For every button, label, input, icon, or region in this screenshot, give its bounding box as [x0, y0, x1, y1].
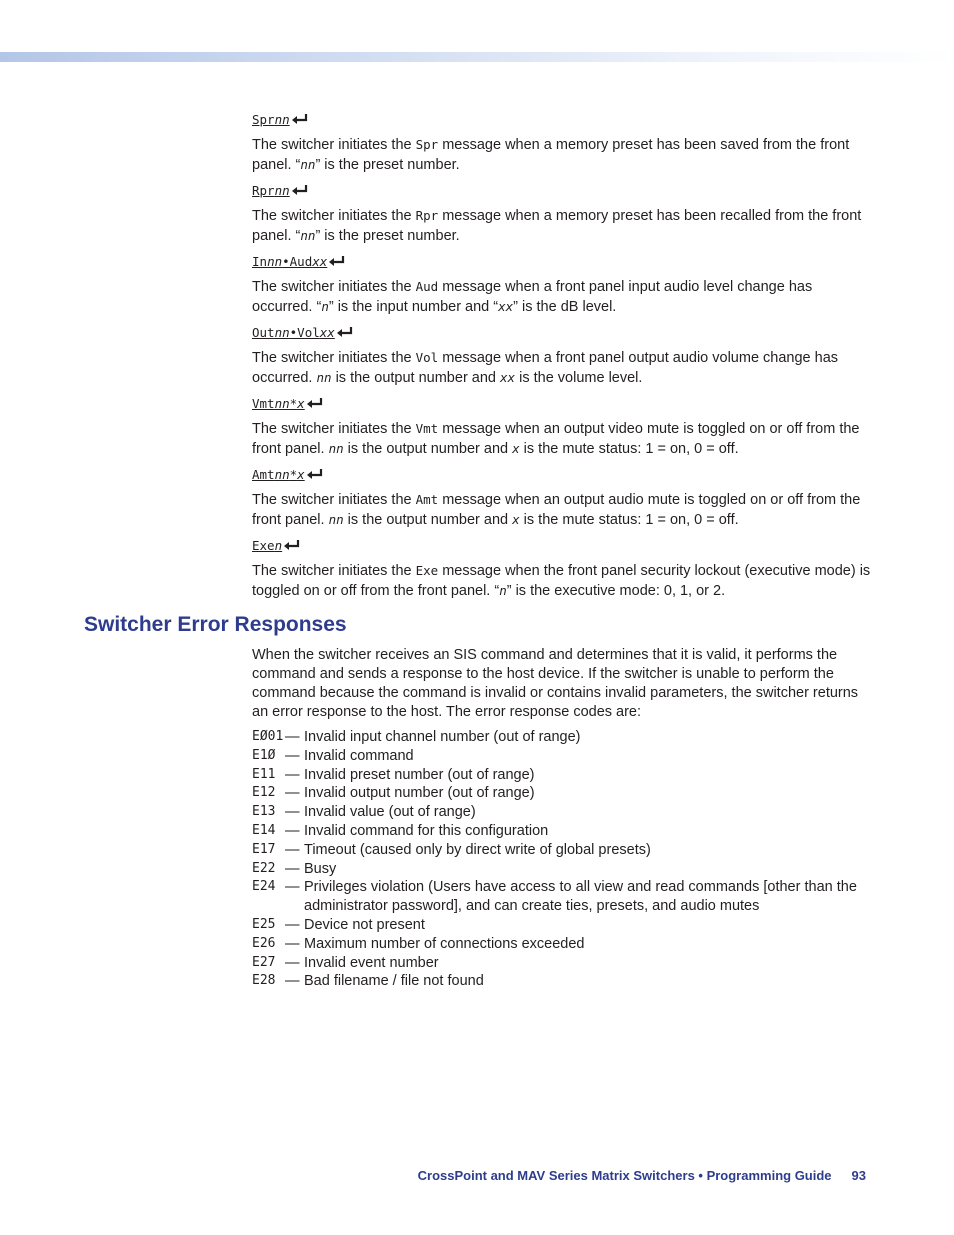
- response-description-part: nn: [300, 157, 316, 172]
- response-code-part: Rpr: [252, 183, 275, 198]
- enter-return-icon: [328, 254, 345, 266]
- response-description-part: message when an output video mute is toggled on or off from the front panel.: [252, 421, 860, 457]
- response-description-part: xx: [500, 370, 516, 385]
- response-description-part: message when a front panel output audio volume change has occurred.: [252, 350, 839, 386]
- response-code: [252, 324, 353, 342]
- error-dash: —: [285, 747, 300, 764]
- response-description-part: nn: [328, 441, 344, 456]
- section-intro: When the switcher receives an SIS command and determines that it is valid, it performs the command and sends a response to the host device. If the switcher is unable to perform the command because the command is invalid or contains invalid parameters, the switcher returns an error response to the host. The error response codes are:: [252, 647, 859, 720]
- response-description-part: ” is the executive mode: 0, 1, or 2.: [506, 583, 726, 599]
- response-entry: [252, 466, 872, 530]
- error-code: E22: [252, 860, 276, 876]
- error-dash: —: [285, 841, 300, 858]
- response-code-part: Vmt: [252, 396, 275, 411]
- response-description-part: is the output number and: [331, 370, 501, 386]
- response-description-part: x: [512, 512, 520, 527]
- response-description-part: message when a memory preset has been saved from the front panel. “: [252, 137, 850, 173]
- response-code: [252, 182, 308, 200]
- response-description: [252, 277, 872, 317]
- response-code-line: [252, 466, 872, 484]
- error-code: E27: [252, 954, 276, 970]
- response-code-part: Exe: [252, 538, 275, 553]
- response-description-part: ” is the preset number.: [315, 228, 460, 244]
- enter-return-icon: [291, 183, 308, 195]
- response-code-part: *: [289, 467, 298, 482]
- response-code-part: Spr: [252, 112, 275, 127]
- response-description-part: The switcher initiates the: [252, 492, 416, 508]
- section-heading: Switcher Error Responses: [84, 613, 347, 636]
- error-dash: —: [285, 916, 300, 933]
- response-description-part: Aud: [415, 279, 439, 294]
- enter-return-icon: [336, 325, 353, 337]
- error-description: Invalid command: [304, 747, 414, 764]
- response-description-part: Amt: [415, 492, 439, 507]
- response-description-part: The switcher initiates the: [252, 208, 416, 224]
- response-entry: [252, 537, 872, 601]
- response-description-part: nn: [300, 228, 316, 243]
- response-list: [252, 111, 872, 608]
- error-description: Invalid command for this configuration: [304, 822, 549, 839]
- page-footer: [300, 1168, 866, 1183]
- error-dash: —: [285, 935, 300, 952]
- error-dash: —: [285, 729, 300, 745]
- response-description-part: message when a front panel input audio level change has occurred. “: [252, 279, 813, 315]
- error-code-item: [252, 803, 868, 822]
- error-dash: —: [285, 785, 300, 802]
- response-description-part: x: [512, 441, 520, 456]
- response-description-part: message when an output audio mute is toggled on or off from the front panel.: [252, 492, 861, 528]
- response-description: [252, 206, 872, 246]
- enter-return-icon: [283, 538, 300, 550]
- response-code: [252, 253, 345, 271]
- enter-return-icon: [306, 396, 323, 408]
- response-code-line: [252, 395, 872, 413]
- response-code-line: [252, 253, 872, 271]
- response-description-part: ” is the input number and “: [328, 299, 499, 315]
- response-code-part: In: [252, 254, 268, 269]
- response-description: [252, 348, 872, 388]
- response-description-part: ” is the preset number.: [315, 157, 460, 173]
- response-code: [252, 537, 300, 555]
- error-code: E11: [252, 766, 276, 782]
- response-description-part: is the output number and: [343, 441, 513, 457]
- response-description-part: message when a memory preset has been recalled from the front panel. “: [252, 208, 862, 244]
- response-code-line: [252, 537, 872, 555]
- response-entry: [252, 182, 872, 246]
- response-code-part: Out: [252, 325, 275, 340]
- response-code-part: nn: [267, 254, 283, 269]
- response-description: [252, 490, 872, 530]
- response-description-part: is the mute status: 1 = on, 0 = off.: [519, 441, 739, 457]
- error-code-item: [252, 728, 868, 747]
- response-code-line: [252, 324, 872, 342]
- response-description: [252, 561, 872, 601]
- error-dash: —: [285, 804, 300, 821]
- response-code-line: [252, 111, 872, 129]
- response-description-part: xx: [498, 299, 514, 314]
- response-description-part: n: [499, 583, 507, 598]
- error-description: Timeout (caused only by direct write of global presets): [304, 841, 651, 858]
- error-description: Privileges violation (Users have access to all view and read commands [other than the administrator password], and can create ties, presets, and audio mutes: [304, 879, 857, 915]
- response-description-part: message when the front panel security lockout (executive mode) is toggled on or off from the front panel. “: [252, 563, 871, 599]
- response-code-part: •Vol: [289, 325, 320, 340]
- response-description-part: The switcher initiates the: [252, 421, 416, 437]
- response-entry: [252, 324, 872, 388]
- error-dash: —: [285, 879, 300, 896]
- error-code: E14: [252, 822, 276, 838]
- response-description-part: Vol: [415, 350, 439, 365]
- error-code-item: [252, 766, 868, 785]
- error-code-item: [252, 841, 868, 860]
- error-dash: —: [285, 766, 300, 783]
- error-description: Maximum number of connections exceeded: [304, 935, 585, 952]
- error-code: E12: [252, 785, 276, 801]
- response-code-part: n: [274, 538, 283, 553]
- response-description: [252, 135, 872, 175]
- response-code-line: [252, 182, 872, 200]
- error-code-item: [252, 972, 868, 991]
- response-description-part: nn: [316, 370, 332, 385]
- error-dash: —: [285, 954, 300, 971]
- response-description-part: Vmt: [415, 421, 439, 436]
- error-description: Invalid preset number (out of range): [304, 766, 535, 783]
- error-code: E13: [252, 804, 276, 820]
- enter-return-icon: [291, 112, 308, 124]
- error-code-item: [252, 784, 868, 803]
- response-code-part: nn: [274, 467, 290, 482]
- response-description-part: The switcher initiates the: [252, 137, 416, 153]
- response-description-part: Rpr: [415, 208, 439, 223]
- response-code-part: nn: [274, 112, 290, 127]
- error-description: Busy: [304, 860, 337, 877]
- response-code-part: nn: [274, 183, 290, 198]
- response-description-part: n: [321, 299, 329, 314]
- response-description-part: Spr: [415, 137, 439, 152]
- response-code-part: Amt: [252, 467, 275, 482]
- error-code-item: [252, 822, 868, 841]
- header-gradient-bar: [0, 52, 954, 62]
- error-code-item: [252, 935, 868, 954]
- response-code-part: nn: [274, 325, 290, 340]
- error-code: E28: [252, 973, 276, 989]
- enter-return-icon: [306, 467, 323, 479]
- response-code-part: nn: [274, 396, 290, 411]
- response-description: [252, 419, 872, 459]
- response-description-part: is the output number and: [343, 512, 513, 528]
- error-code: EØ01: [252, 729, 284, 744]
- error-code: E1Ø: [252, 747, 276, 763]
- error-code-item: [252, 878, 868, 916]
- error-description: Invalid input channel number (out of range): [304, 729, 581, 745]
- error-code-item: [252, 954, 868, 973]
- response-entry: [252, 253, 872, 317]
- page-number: 93: [851, 1168, 866, 1183]
- response-code-part: x: [297, 396, 305, 411]
- response-description-part: The switcher initiates the: [252, 279, 416, 295]
- response-code: [252, 466, 323, 484]
- error-description: Bad filename / file not found: [304, 973, 484, 990]
- response-code-part: x: [297, 467, 305, 482]
- error-code: E26: [252, 935, 276, 951]
- response-description-part: is the mute status: 1 = on, 0 = off.: [519, 512, 739, 528]
- error-code-item: [252, 916, 868, 935]
- response-description-part: The switcher initiates the: [252, 350, 416, 366]
- error-code: E25: [252, 916, 276, 932]
- response-entry: [252, 111, 872, 175]
- response-code: [252, 395, 323, 413]
- error-description: Invalid output number (out of range): [304, 785, 535, 802]
- error-description: Invalid event number: [304, 954, 439, 971]
- error-code-list: [252, 728, 868, 991]
- error-description: Invalid value (out of range): [304, 804, 476, 821]
- error-code: E17: [252, 841, 276, 857]
- response-description-part: nn: [328, 512, 344, 527]
- error-code: E24: [252, 879, 276, 895]
- error-code-item: [252, 860, 868, 879]
- response-entry: [252, 395, 872, 459]
- error-code-item: [252, 747, 868, 766]
- error-dash: —: [285, 822, 300, 839]
- error-dash: —: [285, 860, 300, 877]
- response-code-part: *: [289, 396, 298, 411]
- response-description-part: is the volume level.: [515, 370, 643, 386]
- response-code-part: xx: [312, 254, 328, 269]
- response-description-part: The switcher initiates the: [252, 563, 416, 579]
- response-description-part: ” is the dB level.: [513, 299, 617, 315]
- response-description-part: Exe: [415, 563, 439, 578]
- error-description: Device not present: [304, 916, 425, 933]
- response-code: [252, 111, 308, 129]
- response-code-part: xx: [319, 325, 335, 340]
- response-code-part: •Aud: [282, 254, 313, 269]
- error-dash: —: [285, 973, 300, 990]
- footer-title: CrossPoint and MAV Series Matrix Switchers • Programming Guide: [417, 1168, 832, 1183]
